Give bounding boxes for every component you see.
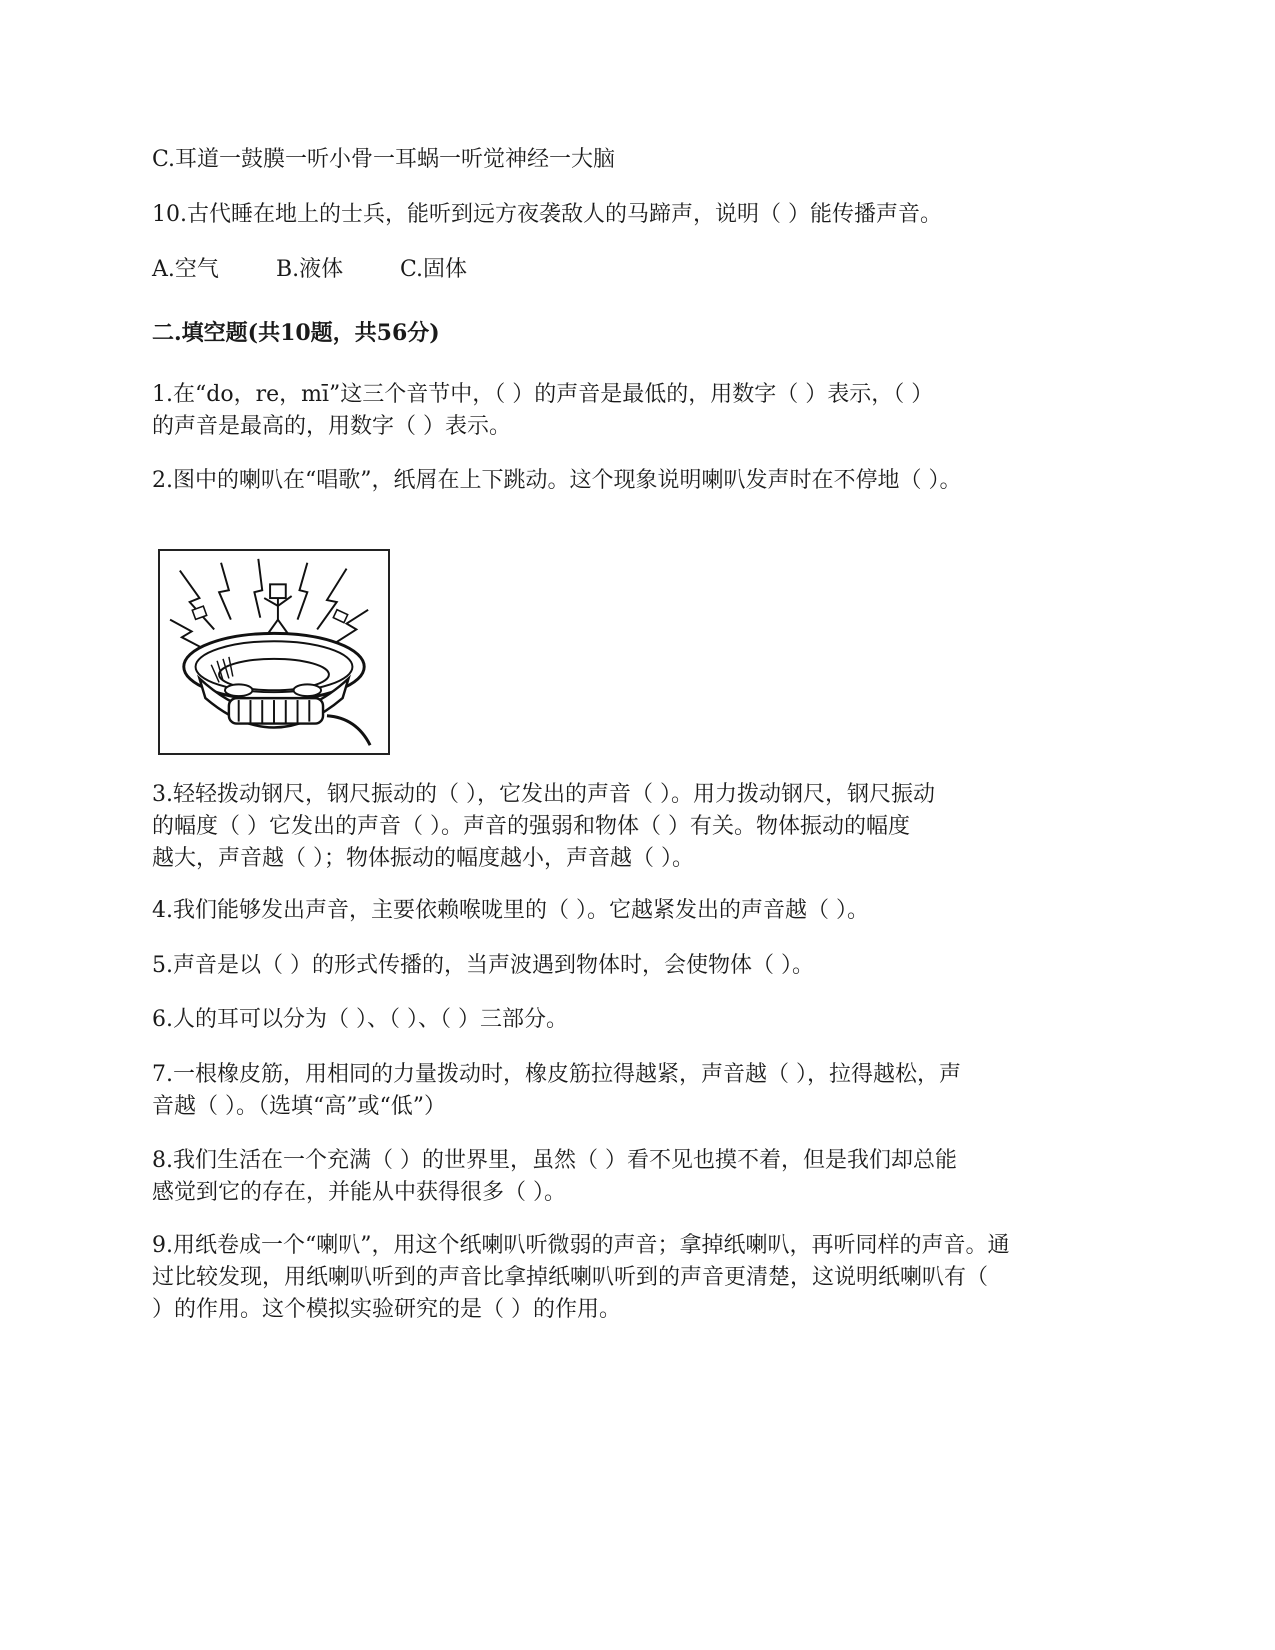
fill-q3-line-2: 的幅度（ ）它发出的声音（ ）。声音的强弱和物体（ ）有关。物体振动的幅度	[152, 814, 910, 839]
fill-q1-line-2: 的声音是最高的，用数字（ ）表示。	[152, 414, 511, 439]
q10-stem: 10.古代睡在地上的士兵，能听到远方夜袭敌人的马蹄声，说明（ ）能传播声音。	[152, 202, 942, 227]
fill-question-6	[152, 1004, 1137, 1036]
fill-q9-line-2: 过比较发现，用纸喇叭听到的声音比拿掉纸喇叭听到的声音更清楚，这说明纸喇叭有（	[152, 1265, 989, 1290]
fill-q8-line-2: 感觉到它的存在，并能从中获得很多（ ）。	[152, 1180, 566, 1205]
speaker-illustration	[158, 549, 390, 755]
section-title: 二.填空题(共10题，共56分)	[152, 320, 440, 346]
q9-option-c: C.耳道一鼓膜一听小骨一耳蜗一听觉神经一大脑	[152, 147, 616, 172]
q10-option-c: C.固体	[400, 257, 468, 282]
fill-q2-line-1: 2.图中的喇叭在“唱歌”，纸屑在上下跳动。这个现象说明喇叭发声时在不停地（ ）。	[152, 468, 962, 493]
fill-q1-line-1: 1.在“do，re，mī”这三个音节中，（ ）的声音是最低的，用数字（ ）表示，（ ）	[152, 382, 934, 407]
fill-q7-line-1: 7.一根橡皮筋，用相同的力量拨动时，橡皮筋拉得越紧，声音越（ ），拉得越松，声	[152, 1062, 961, 1087]
fill-question-7	[152, 1059, 1137, 1123]
q10-option-a: A.空气	[152, 257, 219, 282]
fill-q3-line-3: 越大，声音越（ ）；物体振动的幅度越小，声音越（ ）。	[152, 846, 694, 871]
fill-question-9	[152, 1230, 1137, 1326]
fill-question-5	[152, 950, 1137, 982]
fill-question-3	[152, 779, 1137, 875]
fill-question-1	[152, 379, 1137, 443]
fill-q6-line-1: 6.人的耳可以分为（ ）、（ ）、（ ）三部分。	[152, 1007, 568, 1032]
fill-question-2	[152, 465, 1137, 497]
fill-question-4	[152, 895, 1137, 927]
q10-option-b: B.液体	[276, 257, 344, 282]
fill-q4-line-1: 4.我们能够发出声音，主要依赖喉咙里的（ ）。它越紧发出的声音越（ ）。	[152, 898, 869, 923]
fill-q9-line-3: ）的作用。这个模拟实验研究的是（ ）的作用。	[152, 1297, 621, 1322]
fill-q3-line-1: 3.轻轻拨动钢尺，钢尺振动的（ ），它发出的声音（ ）。用力拨动钢尺，钢尺振动	[152, 782, 935, 807]
fill-question-8	[152, 1145, 1137, 1209]
fill-q7-line-2: 音越（ ）。（选填“高”或“低”）	[152, 1094, 446, 1119]
fill-q5-line-1: 5.声音是以（ ）的形式传播的，当声波遇到物体时，会使物体（ ）。	[152, 953, 814, 978]
q10-options	[152, 254, 1132, 286]
fill-q8-line-1: 8.我们生活在一个充满（ ）的世界里，虽然（ ）看不见也摸不着，但是我们却总能	[152, 1148, 957, 1173]
fill-q9-line-1: 9.用纸卷成一个“喇叭”，用这个纸喇叭听微弱的声音；拿掉纸喇叭，再听同样的声音。通	[152, 1233, 1010, 1258]
